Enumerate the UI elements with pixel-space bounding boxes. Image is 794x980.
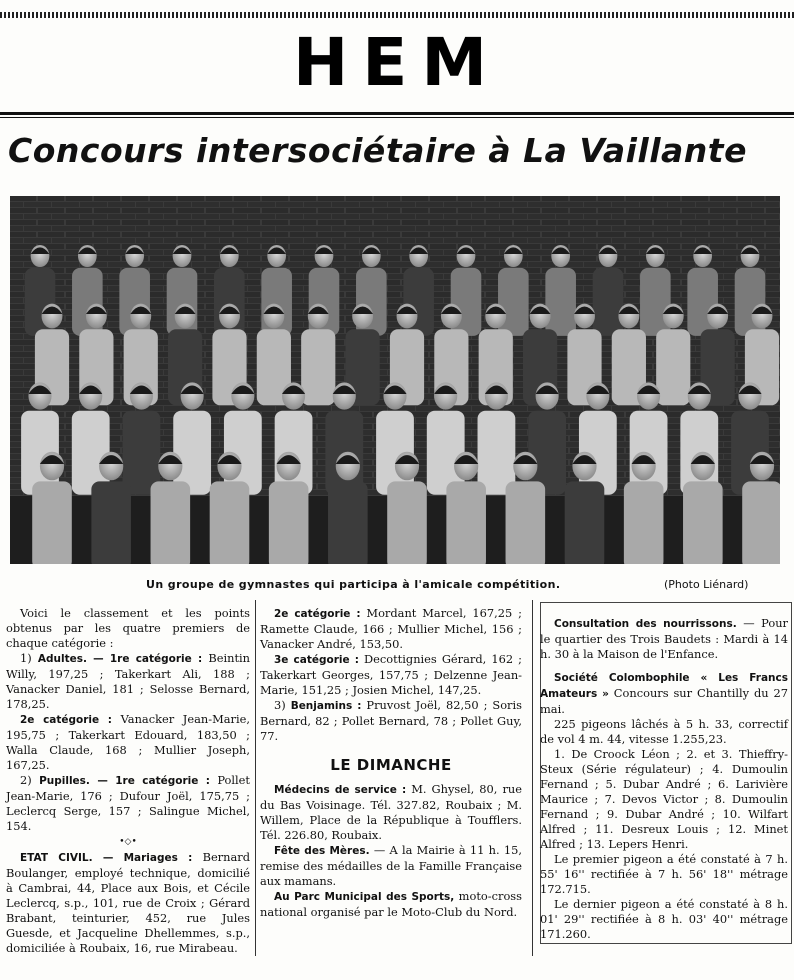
list-number: 1) <box>20 651 38 665</box>
article-headline: Concours intersociétaire à La Vaillante <box>8 131 747 170</box>
masthead-rule <box>0 112 794 115</box>
premier-pigeon-paragraph: Le premier pigeon a été constaté à 7 h. 55' 16'' rectifiée à 7 h. 56' 18'' métrage 172.715. <box>540 852 788 896</box>
fete-text: — A la Mairie à 11 h. 15, remise des médailles de la Famille Française aux mamans. <box>260 843 522 888</box>
p3-results: Decottignies Gérard, 162 ; Takerkart Georges, 157,75 ; Delzenne Jean-Marie, 151,25 ; Josien Michel, 147,25. <box>260 652 522 697</box>
person-body <box>593 268 624 336</box>
p2-results: Mordant Marcel, 167,25 ; Ramette Claude, 166 ; Mullier Michel, 156 ; Vanacker André, 153,50. <box>260 606 522 651</box>
benjamins-heading: Benjamins : <box>290 700 362 712</box>
photo-credit: (Photo Liénard) <box>664 578 749 591</box>
cat2-results: Vanacker Jean-Marie, 195,75 ; Takerkart Edouard, 183,50 ; Walla Claude, 168 ; Mullier Joseph, 167,25. <box>6 712 250 772</box>
etat-civil-heading: ETAT CIVIL. — Mariages : <box>20 852 193 864</box>
p3-paragraph <box>260 652 522 698</box>
section-title-dimanche: LE DIMANCHE <box>330 756 452 774</box>
fete-heading: Fête des Mères. <box>274 845 370 857</box>
consultation-text: — Pour le quartier des Trois Baudets : Mardi à 14 h. 30 à la Maison de l'Enfance. <box>540 616 788 661</box>
list-number: 3) <box>274 698 291 712</box>
group-photo-illustration <box>10 196 780 564</box>
medecins-heading: Médecins de service : <box>274 784 407 796</box>
group-photo <box>10 196 780 564</box>
dernier-pigeon-paragraph: Le dernier pigeon a été constaté à 8 h. 01' 29'' rectifiée à 8 h. 03' 40'' métrage 171.260. <box>540 897 788 941</box>
intro-paragraph: Voici le classement et les points obtenus par les quatre premiers de chaque catégorie : <box>6 606 250 650</box>
photo-caption: Un groupe de gymnastes qui participa à l'amicale compétition. <box>146 578 561 591</box>
person-body <box>640 268 671 336</box>
results-paragraph: 1. De Croock Léon ; 2. et 3. Thieffry-Steux (Série régulateur) ; 4. Dumoulin Fernand ; 5. Dubar André ; 6. Larivière Maurice ; 7. Devos Victor ; 8. Dumoulin Fernand ; 9. Dubar André ; 10. Wilfart Alfred ; 11. Desreux Louis ; 12. Minet Alfred ; 13. Lepers Henri. <box>540 747 788 851</box>
masthead-title: HEM <box>293 24 501 101</box>
lacher-paragraph: 225 pigeons lâchés à 5 h. 33, correctif de vol 4 m. 44, vitesse 1.255,23. <box>540 717 788 746</box>
article-column-2 <box>260 606 522 920</box>
adultes-paragraph <box>6 651 250 712</box>
adultes-heading: Adultes. — 1re catégorie : <box>37 653 203 665</box>
p2-paragraph <box>260 606 522 652</box>
column-divider <box>255 600 256 956</box>
person-body <box>269 481 309 564</box>
person-body <box>32 481 72 564</box>
person-body <box>151 481 191 564</box>
person-body <box>387 481 427 564</box>
person-body <box>656 329 690 405</box>
colombophile-heading: Société Colombophile « Les Francs Amateurs » <box>540 672 788 700</box>
parc-text: moto-cross national organisé par le Moto-Club du Nord. <box>260 889 522 919</box>
person-body <box>446 481 486 564</box>
medecins-paragraph <box>260 782 522 843</box>
cat2-paragraph <box>6 712 250 773</box>
article-column-1 <box>6 606 250 956</box>
colombophile-paragraph <box>540 670 788 717</box>
person-body <box>742 481 780 564</box>
parc-heading: Au Parc Municipal des Sports, <box>274 891 455 903</box>
benjamins-results: Pruvost Joël, 82,50 ; Soris Bernard, 82 ; Pollet Bernard, 78 ; Pollet Guy, 77. <box>260 698 522 743</box>
pupilles-paragraph <box>6 773 250 834</box>
article-column-3 <box>540 616 788 942</box>
person-body <box>683 481 723 564</box>
section-ornament: •◇• <box>119 837 137 847</box>
etat-civil-text: Bernard Boulanger, employé technique, domicilié à Cambrai, 44, Place aux Bois, et Cécile Leclercq, s.p., 101, rue de Croix ; Gérard Brabant, teinturier, 452, rue Jules Guesde, et Jacqueline Dhellemmes, s.p., domiciliée à Roubaix, 16, rue Mirabeau. <box>6 850 250 955</box>
person-body <box>624 481 664 564</box>
cat2-heading: 2e catégorie : <box>20 714 113 726</box>
column-divider <box>532 600 533 956</box>
person-body <box>565 481 605 564</box>
parc-paragraph <box>260 889 522 920</box>
pupilles-heading: Pupilles. — 1re catégorie : <box>39 775 210 787</box>
p2-heading: 2e catégorie : <box>274 608 361 620</box>
list-number: 2) <box>20 773 40 787</box>
masthead-rule-thin <box>0 117 794 118</box>
consultation-heading: Consultation des nourrissons. <box>554 618 737 630</box>
person-body <box>210 481 250 564</box>
person-body <box>506 481 546 564</box>
adultes-results: Beintin Willy, 197,25 ; Takerkart Ali, 188 ; Vanacker Daniel, 181 ; Selosse Bernard, 178,25. <box>6 651 251 711</box>
person-body <box>328 481 368 564</box>
fete-paragraph <box>260 843 522 889</box>
p3-heading: 3e catégorie : <box>274 654 359 666</box>
etat-civil-paragraph <box>6 850 250 956</box>
person-body <box>123 411 161 495</box>
top-border <box>0 12 794 18</box>
person-body <box>91 481 131 564</box>
medecins-text: M. Ghysel, 80, rue du Bas Voisinage. Tél. 327.82, Roubaix ; M. Willem, Place de la République à Toufflers. Tél. 226.80, Roubaix. <box>260 782 522 842</box>
consultation-paragraph <box>540 616 788 662</box>
person-body <box>498 268 529 336</box>
pupilles-results: Pollet Jean-Marie, 176 ; Dufour Joël, 175,75 ; Leclercq Serge, 157 ; Salingue Michel, 154. <box>6 773 250 833</box>
person-body <box>545 268 576 336</box>
person-body <box>301 329 335 405</box>
colombophile-text: Concours sur Chantilly du 27 mai. <box>540 686 788 716</box>
benjamins-paragraph <box>260 698 522 744</box>
person-body <box>478 411 516 495</box>
